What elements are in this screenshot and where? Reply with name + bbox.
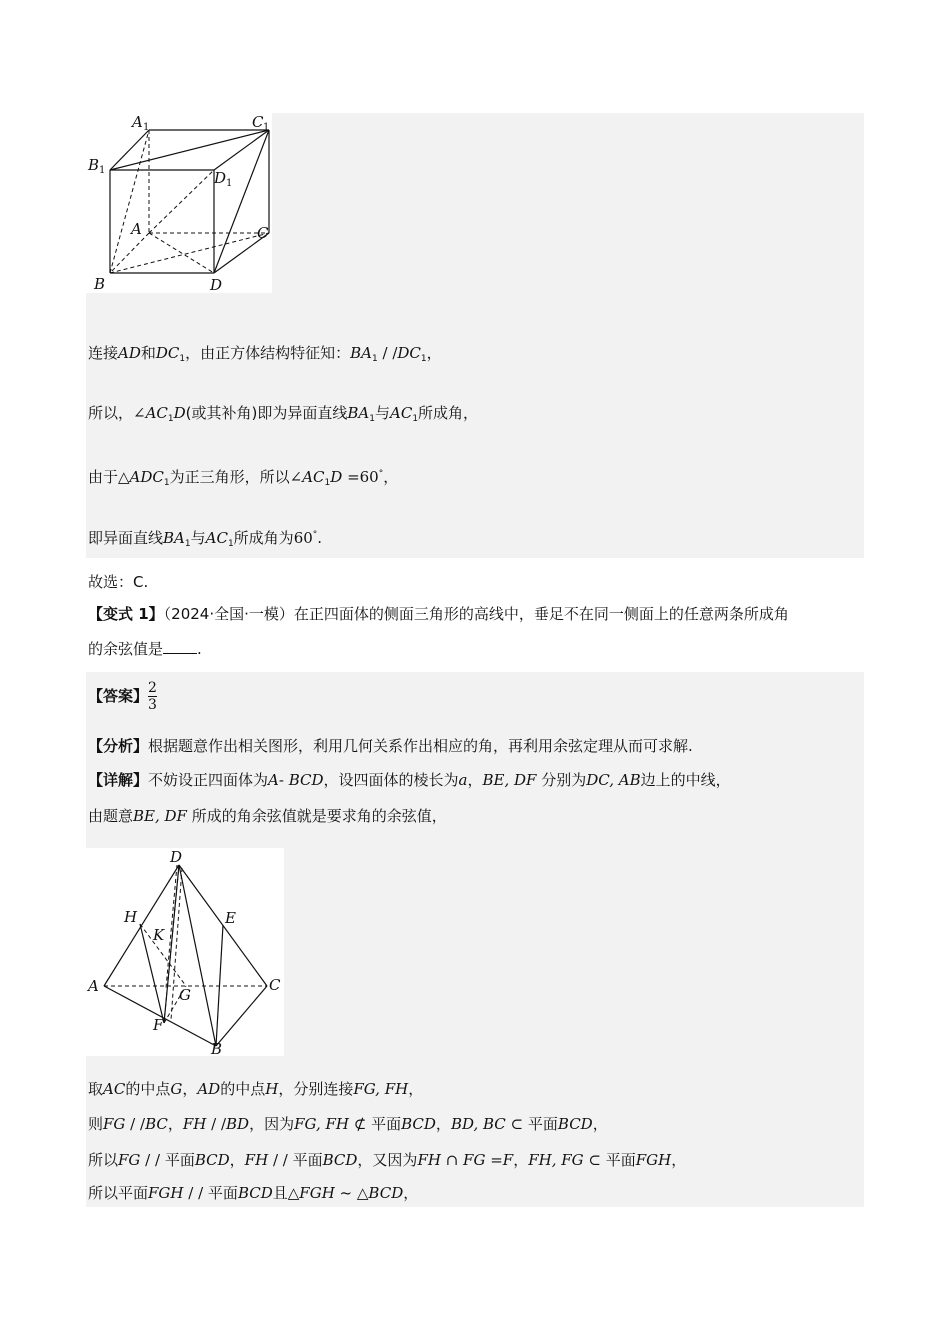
cube-label-b1: B xyxy=(88,156,100,174)
variant-question-cont: 的余弦值是 . xyxy=(88,640,202,658)
line-connect: 连接AD和$DC_1$，由正方体结构特征知：$BA_1 / /DC_1$， xyxy=(88,344,442,364)
cube-label-d1-sub: 1 xyxy=(226,178,233,189)
cube-label-c: C xyxy=(257,224,269,242)
tetra-label-g: G xyxy=(179,986,191,1004)
tetra-label-k: K xyxy=(153,926,165,944)
cube-label-a1: A xyxy=(132,113,143,131)
midpoint-line: 取AC的中点G，AD的中点H，分别连接FG, FH， xyxy=(88,1080,424,1098)
parallel-line: 则FG / /BC，FH / /BD，因为FG, FH ⊄ 平面BCD，BD, BC ⊂ 平面BCD， xyxy=(88,1115,608,1133)
cube-figure xyxy=(86,113,272,293)
cube-label-d1: D xyxy=(214,169,227,187)
analysis-line: 【分析】根据题意作出相关图形，利用几何关系作出相应的角，再利用余弦定理从而可求解. xyxy=(88,737,693,755)
cube-label-c1-sub: 1 xyxy=(263,122,270,133)
cube-label-a: A xyxy=(131,220,142,238)
tetra-label-a: A xyxy=(88,977,99,995)
detail-line-2: 由题意BE, DF 所成的角余弦值就是要求角的余弦值， xyxy=(88,807,447,825)
similar-line: 所以平面FGH / / 平面BCD且△FGH ~ △BCD， xyxy=(88,1184,419,1202)
tetrahedron-figure xyxy=(86,848,284,1056)
tetra-label-h: H xyxy=(124,908,138,926)
line-result-angle: 即异面直线$BA_1$与$AC_1$所成角为60°. xyxy=(88,529,323,549)
cube-label-b1-sub: 1 xyxy=(99,165,106,176)
plane-parallel-line: 所以FG / / 平面BCD，FH / / 平面BCD，又因为FH ∩ FG =F，FH, FG ⊂ 平面FGH， xyxy=(88,1151,687,1169)
cube-label-d: D xyxy=(210,276,223,293)
answer-fraction: $\frac{2}{3}$ xyxy=(148,680,157,713)
tetra-label-b: B xyxy=(211,1040,223,1056)
cube-label-c1: C xyxy=(252,113,264,131)
variant-question: 【变式 1】（2024·全国·一模）在正四面体的侧面三角形的高线中，垂足不在同一侧面上的任意两条所成角 xyxy=(88,605,789,623)
answer-blank xyxy=(163,639,197,654)
detail-line: 【详解】不妨设正四面体为A- BCD，设四面体的棱长为a，BE, DF 分别为DC, AB边上的中线， xyxy=(88,771,731,789)
cube-label-a1-sub: 1 xyxy=(143,122,150,133)
cube-label-b: B xyxy=(94,275,106,293)
tetra-label-d: D xyxy=(170,848,183,866)
line-so-angle: 所以，$\angle AC_1D$(或其补角)即为异面直线$BA_1$与$AC_1$所成角， xyxy=(88,404,479,424)
answer-line: 【答案】$\frac{2}{3}$ xyxy=(88,680,157,713)
line-equilateral: 由于$\triangle ADC_1$为正三角形，所以$\angle AC_1D =60^\circ$， xyxy=(88,468,399,488)
line-choice: 故选：C. xyxy=(88,573,149,591)
tetra-label-e: E xyxy=(225,909,236,927)
tetra-label-f: F xyxy=(153,1016,164,1034)
tetra-label-c: C xyxy=(269,976,281,994)
